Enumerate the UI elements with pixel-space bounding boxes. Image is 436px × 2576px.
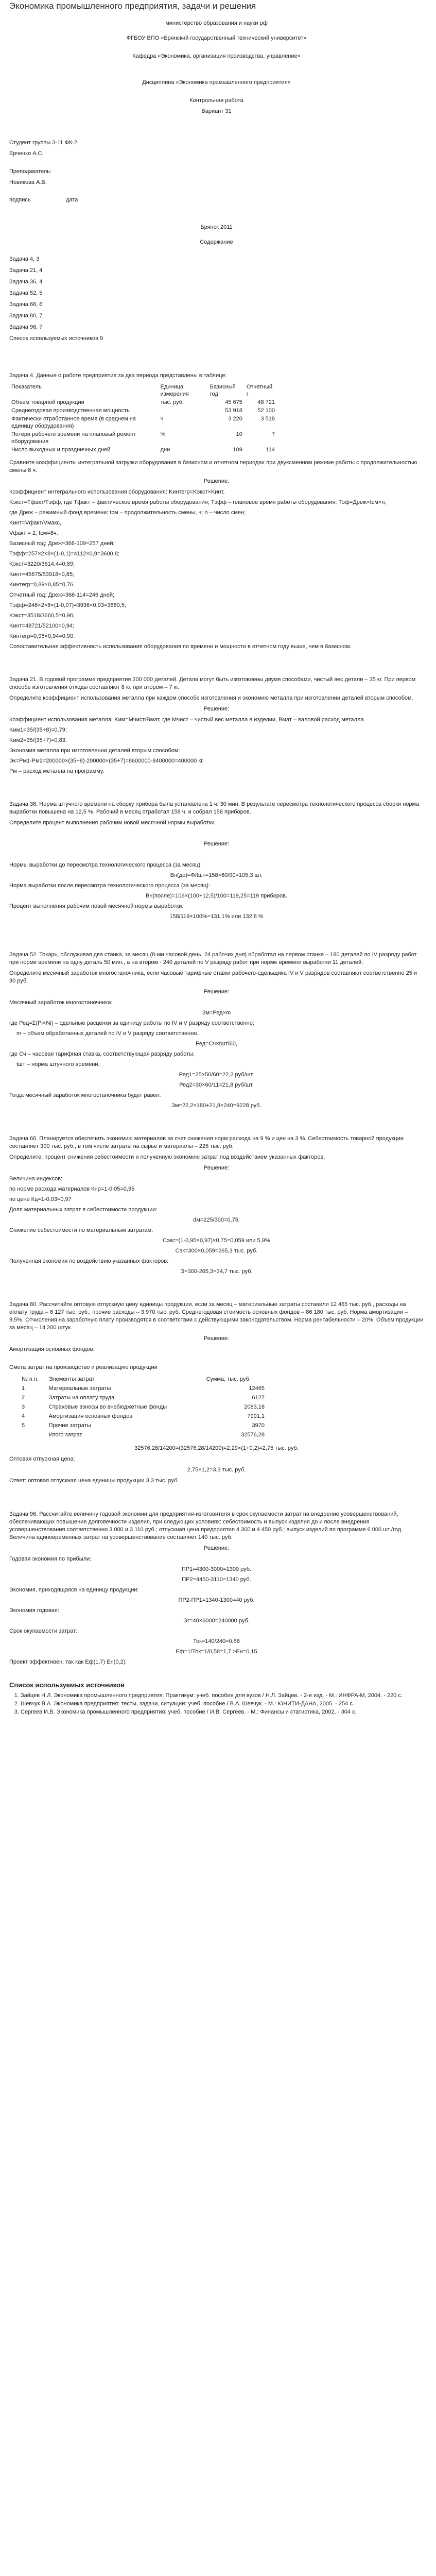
table-cell: 4	[22, 1413, 25, 1419]
formula-line: Снижение себестоимости по материальным затратам:	[9, 1227, 153, 1233]
formula-line: Зм=22,2×180+21,8×240=9228 руб.	[171, 1103, 261, 1109]
solution-heading: Решение:	[203, 841, 230, 847]
table-header-row	[9, 383, 277, 398]
formula-line: Kэкст=3518/3660,5=0,96;	[9, 613, 75, 619]
table-total-row	[20, 1430, 267, 1439]
formula-line: ПР2=4450-3110=1340 руб.	[182, 1577, 251, 1583]
table-cell: Прочие затраты	[48, 1422, 91, 1429]
solution-heading: Решение:	[203, 989, 230, 995]
task-96-intro: Задача 96. Рассчитайте величину годовой экономии для предприятия-изготовителя в срок окупаемости затрат на внедрение усовершенствований, обеспечивающих повышение долговечности изделия, при следующих условиях: себестоимость и выпуск изделия до и после внедрения усовершенствования соответственно 3 000 и 3 110 руб.; отпускная цена предприятия 4 300 и 4 450 руб.; выпуск изделий по программе 6 000 шт./год. Величина единовременных затрат на усовершенствование составляет 140 тыс. руб.	[9, 1511, 403, 1540]
table-cell: 5	[22, 1422, 25, 1429]
table-row	[9, 398, 277, 406]
table-cell: 10	[236, 431, 242, 437]
price-value: 2,75×1,2=3,3 тыс. руб.	[187, 1467, 246, 1473]
formula-line: Kинт=Vфакт/Vмакс,	[9, 520, 62, 526]
formula-line: Тогда месячный заработок многостаночника будет равен:	[9, 1092, 161, 1098]
table-cell	[20, 1430, 47, 1439]
table-row	[20, 1421, 267, 1430]
solution-heading: Решение:	[203, 1165, 230, 1171]
table-cell: 114	[266, 447, 275, 453]
table-cell: 3 220	[228, 416, 242, 422]
formula-line: Полученная экономия по воздействию указанных факторов:	[9, 1258, 169, 1264]
formula-line: Kинтегр=0,96×0,94=0,90.	[9, 633, 75, 639]
table-cell: дни	[160, 447, 170, 453]
formula-line: Ред2=30×60/11=21,8 руб/шт.	[179, 1082, 254, 1088]
task-36-question: Определите процент выполнения рабочим новой месячной нормы выработки.	[9, 820, 216, 826]
table-header-cell: Отчетный г	[246, 384, 273, 397]
table-cell: Потери рабочего времени на плановый ремонт оборудования	[11, 431, 136, 445]
table-cell: 109	[233, 447, 242, 453]
table-cell: 45 675	[225, 399, 242, 405]
formula-line: Ред1=25×50/60=22,2 руб/шт.	[179, 1072, 254, 1078]
formula-line: Базисный год: Дреж=366-109=257 дней;	[9, 540, 115, 547]
cost-intro: Смета затрат на производство и реализацию продукции	[9, 1364, 158, 1370]
table-cell: Среднегодовая производственная мощность	[11, 408, 130, 414]
solution-heading: Решение:	[203, 1335, 230, 1342]
formula-line: Норма выработки после пересмотра технологического процесса (за месяц):	[9, 883, 210, 889]
formula-line: где Дреж – режимный фонд времени; tсм – продолжительность смены, ч; n – число смен;	[9, 510, 246, 516]
table-cell: 7991,1	[247, 1413, 265, 1419]
amortization-label: Амортизация основных фондов:	[9, 1346, 95, 1352]
formula-line: Kэкст=3220/3614,4=0,89;	[9, 561, 75, 567]
toc-title: Содержание	[200, 239, 233, 245]
discipline: Дисциплина «Экономика промышленного предприятия»	[142, 79, 291, 86]
solution-heading: Решение:	[203, 1545, 230, 1551]
cost-table	[20, 1375, 267, 1439]
reference-item: 1. Зайцев Н.Л. Экономика промышленного предприятия: Практикум: учеб. пособие для вузов / Н.Л. Зайцев. - 2-е изд. - М.: ИНФРА-М, 2004. - 220 с.	[21, 1692, 424, 1699]
task-52-question: Определите месячный заработок многостаночника, если часовые тарифные ставки рабочего-сдельщика IV и V разрядов составляют соответственно 25 и 30 руб.	[9, 970, 417, 984]
references-title: Список используемых источников	[9, 1681, 125, 1689]
formula-line: Kинт=45675/53918=0,85;	[9, 571, 75, 578]
table-row	[20, 1384, 267, 1393]
table-cell: %	[160, 431, 166, 437]
task-52-intro: Задача 52. Токарь, обслуживая два станка, за месяц (8-ми часовой день, 24 рабочих дня) обработал на первом станке – 180 деталей по IV разряду работ при норме времени на одну деталь 50 мин., а на втором - 240 деталей по V разряду работ при норме времени выработки 11 деталей.	[9, 952, 417, 965]
table-cell: 2	[22, 1395, 25, 1401]
table-cell: Итого затрат	[48, 1432, 82, 1438]
table-cell: 53 918	[225, 408, 242, 414]
table-header-cell: Показатель	[11, 384, 42, 390]
table-row	[9, 406, 277, 415]
task-80-intro: Задача 80. Рассчитайте оптовую отпускную цену единицы продукции, если за месяц – материальные затраты составили 12 465 тыс. руб., расходы на оплату труда – 6 127 тыс. руб., прочие расходы – 3 970 тыс. руб. Среднегодовая стоимость основных фондов – 86 180 тыс. руб. Норма амортизации – 9,5%. Отчисления на заработную плату производятся в соответствии с действующими законодательством. Норма рентабельности – 20%. Объем продукции за месяц – 14 200 штук.	[9, 1301, 424, 1331]
table-row	[20, 1412, 267, 1421]
table-cell: 6127	[252, 1395, 265, 1401]
student-name: Ерченко А.С.	[9, 150, 44, 157]
formula-line: Зм=Ред×m	[202, 1010, 231, 1016]
formula-line: по норме расхода материалов Кнр=1-0,05=0,95	[9, 1186, 135, 1192]
university: ФГБОУ ВПО «Брянский государственный технический университет»	[126, 35, 307, 41]
table-cell: Фактически отработанное время (в среднем на единицу оборудования)	[11, 416, 136, 429]
table-cell: 32576,28	[241, 1432, 265, 1438]
task-96	[9, 1511, 424, 1666]
table-cell: Затраты на оплату труда	[48, 1395, 115, 1401]
formula-line: dм=225/300=0,75.	[193, 1217, 240, 1223]
formula-line: 158/119×100%=131,1% или 132,8 %	[169, 913, 264, 920]
formula-line: Величина индексов:	[9, 1176, 63, 1182]
task-21-question: Определите коэффициент использования металла при каждом способе изготовления и экономию металла при изготовлении деталей вторым способом.	[9, 695, 413, 701]
teacher-label: Преподаватель:	[9, 168, 51, 175]
toc-item[interactable]: Задача 66, 6	[9, 301, 43, 308]
toc-item[interactable]: Задача 52, 5	[9, 290, 43, 296]
task-4-table	[9, 383, 277, 454]
task-66-question: Определите: процент снижения себестоимости и полученную экономию затрат под воздействием указанных факторов.	[9, 1154, 325, 1160]
formula-line: Доля материальных затрат в себестоимости продукции:	[9, 1207, 158, 1213]
formula-line: Месячный заработок многостаночника:	[9, 999, 113, 1006]
table-cell: Материальные затраты	[48, 1385, 111, 1392]
toc-item[interactable]: Задача 96, 7	[9, 324, 43, 330]
task-4-question: Сравните коэффициенты интегральной загрузки оборудования в базисном и отчетном периодах при двухсменном режиме работы с продолжительностью смены 8 ч.	[9, 460, 417, 473]
formula-line: Нормы выработки до пересмотра технологического процесса (за месяц):	[9, 862, 202, 868]
document-page	[0, 1, 436, 1716]
formula-line: Kим2=35/(35+7)=0,83.	[9, 737, 67, 743]
formula-line: где Сч – часовая тарифная ставка, соответствующая разряду работы;	[9, 1051, 195, 1057]
student-label: Студент группы 3-11 ФК-2	[9, 140, 78, 146]
solution-heading: Решение:	[203, 706, 230, 712]
table-cell: 1	[22, 1385, 25, 1392]
table-cell: Страховые взносы во внебюджетные фонды	[48, 1404, 167, 1410]
formula-line: Эк=Рм1-Рм2=200000×(35+8)-200000×(35+7)=8600000-8400000=400000 кг.	[9, 758, 204, 764]
toc-item[interactable]: Задача 36, 4	[9, 279, 43, 285]
formula-line: Вн(до)=Ф/tшт=158×60/90=105,3 шт.	[170, 872, 263, 878]
table-header-cell: Элементы затрат	[48, 1376, 95, 1382]
formula-line: Kинт=48721/52100=0,94;	[9, 623, 75, 629]
references	[9, 1681, 424, 1716]
task-4-intro: Задача 4. Данные о работе предприятия за два периода представлены в таблице:	[9, 372, 227, 379]
ministry: министерство образования и науки рф	[165, 20, 268, 26]
signature-date: дата	[66, 197, 78, 203]
table-cell: Число выходных и праздничных дней	[11, 447, 111, 453]
task-4	[9, 372, 424, 651]
formula-line: Сэкс=(1-0,95×0,97)×0,75=0,059 или 5,9%	[163, 1238, 270, 1244]
formula-line: Коэффициент интегрального использования оборудования: Kинтегр=Kэкст×Kинт,	[9, 489, 225, 495]
formula-line: Тэфф=257×2×8×(1-0,1)=4112×0,9=3600,8;	[9, 551, 120, 557]
table-of-contents	[9, 253, 424, 344]
formula-line: Вн(после)=106×(100+12,5)/100=119,25=119 приборов.	[145, 893, 287, 899]
formula-line: Процент выполнения рабочим новой месячной нормы выработки:	[9, 903, 184, 909]
table-cell: 3970	[252, 1422, 265, 1429]
toc-item[interactable]: Задача 80, 7	[9, 313, 43, 319]
table-cell: 52 100	[257, 408, 275, 414]
formula-line: Отчетный год: Дреж=366-114=246 дней;	[9, 592, 115, 598]
table-header-cell: № п.п.	[22, 1376, 39, 1382]
table-row	[9, 415, 277, 430]
formula-line: Экономия металла при изготовлении деталей вторым способом:	[9, 748, 180, 754]
variant: Вариант 31	[201, 108, 232, 114]
teacher-name: Новикова А.В.	[9, 179, 47, 185]
task-80	[9, 1301, 424, 1485]
table-cell: ч	[160, 416, 164, 422]
formula-line: Kинтегр=0,89×0,85=0,76.	[9, 582, 75, 588]
document-title: Экономика промышленного предприятия, задачи и решения	[9, 1, 256, 11]
formula-line: Ред=Сч×tшт/60,	[196, 1041, 237, 1047]
reference-item: 2. Шевчук В.А. Экономика предприятия: тесты, задачи, ситуации: учеб. пособие / В.А. Шевчук. - М.: ЮНИТИ-ДАНА, 2005. - 254 с.	[21, 1700, 424, 1707]
formula-line: Срок окупаемости затрат:	[9, 1628, 78, 1634]
formula-line: Ток=140/240=0,58	[193, 1638, 240, 1645]
table-cell: 2083,18	[244, 1404, 265, 1410]
task-80-answer: Ответ: оптовая отпускная цена единицы продукции 3,3 тыс. руб.	[9, 1478, 179, 1484]
table-cell: 48 721	[257, 399, 275, 405]
formula-line: Рм – расход металла на программу.	[9, 768, 104, 774]
toc-item[interactable]: Задача 4, 3	[9, 256, 40, 262]
task-36-intro: Задача 36. Норма штучного времени на сборку прибора была установлена 1 ч. 30 мин. В результате пересмотра технологического процесса сборки норма выработки повышена на 12,5 %. Рабочий в месяц отработал 158 ч. и собрал 158 приборов.	[9, 801, 420, 815]
task-21-intro: Задача 21. В годовой программе предприятия 200 000 деталей. Детали могут быть изготовлены двумя способами, чистый вес детали – 35 кг. При первом способе изготовления отходы составляют 8 кг, при втором – 7 кг.	[9, 676, 416, 690]
table-cell: 3	[22, 1404, 25, 1410]
task-52	[9, 951, 424, 1110]
table-row	[9, 430, 277, 446]
department: Кафедра «Экономика, организация производства, управление»	[132, 53, 301, 59]
task-66	[9, 1135, 424, 1276]
task-66-intro: Задача 66. Планируется обеспечить экономию материалов за счет снижения норм расхода на 9 % и цен на 3 %. Себестоимость товарной продукции составляет 300 тыс. руб., в том числе затраты на сырье и материалы – 225 тыс. руб.	[9, 1136, 404, 1149]
references-list	[9, 1692, 424, 1716]
formula-line: ПР2-ПР1=1340-1300=40 руб.	[178, 1597, 255, 1603]
task-36	[9, 801, 424, 921]
toc-item[interactable]: Список используемых источников 9	[9, 335, 103, 342]
signature-label: подпись	[9, 197, 31, 203]
formula-line: Годовая экономия по прибыли:	[9, 1556, 92, 1562]
table-cell: Объем товарной продукции	[11, 399, 84, 405]
formula-line: Экономия годовая:	[9, 1607, 59, 1614]
city-year: Брянск 2011	[200, 224, 233, 230]
table-row	[9, 446, 277, 454]
solution-heading: Решение:	[203, 478, 230, 484]
formula-line: tшт – норма штучного времени.	[16, 1061, 100, 1067]
table-header-cell: Сумма, тыс. руб.	[206, 1376, 251, 1382]
formula-line: Экономия, приходящаяся на единицу продукции:	[9, 1587, 139, 1593]
formula-line: Kэкст=Тфакт/Тэфф, где Тфакт – фактическое время работы оборудования; Тэфф – плановое время работы оборудования; Тэф=Дреж×tсм×n,	[9, 499, 387, 505]
formula-line: Тэфф=246×2×8×(1-0,07)=3936×0,93=3660,5;	[9, 602, 127, 608]
formula-line: Сопоставительная эффективность использования оборудования по времени и мощности в отчетном году выше, чем в базисном.	[9, 643, 352, 650]
formula-line: по цене Кц=1-0,03=0,97	[9, 1196, 72, 1202]
signature-row	[9, 197, 424, 203]
formula-line: Эг=40×6000=240000 руб.	[183, 1618, 250, 1624]
formula-line: Проект эффективен, так как Еф(1,7) Ен(0,2).	[9, 1659, 127, 1665]
table-header-row	[20, 1375, 267, 1384]
unit-cost: 32576,28/14200=(32576,28/14200)=2,29×(1+0,2)=2,75 тыс. руб.	[134, 1445, 299, 1451]
formula-line: ПР1=4300-3000=1300 руб.	[181, 1566, 252, 1572]
table-header-cell: Единица измерения	[160, 384, 189, 397]
table-cell: тыс. руб.	[160, 399, 184, 405]
reference-item: 3. Сергеев И.В. Экономика промышленного предприятия: учеб. пособие / И.В. Сергеев. - М.: Финансы и статистика, 2002. - 304 с.	[21, 1708, 424, 1716]
formula-line: где Ред=Σ(Pi×Ni) – сдельные расценки за единицу работы по IV и V разряду соответственно;	[9, 1020, 254, 1026]
task-21	[9, 676, 424, 775]
toc-item[interactable]: Задача 21, 4	[9, 267, 43, 274]
table-cell	[159, 406, 208, 415]
table-cell: 12465	[249, 1385, 265, 1392]
formula-line: m – объем обработанных деталей по IV и V разряду соответственно.	[16, 1030, 199, 1037]
table-row	[20, 1402, 267, 1412]
table-cell: Амортизация основных фондов	[48, 1413, 133, 1419]
formula-line: Сэк=300×0,059=265,3 тыс. руб.	[175, 1248, 258, 1254]
table-cell: 3 518	[260, 416, 275, 422]
work-type: Контрольная работа	[189, 97, 243, 104]
formula-line: Еф=1/Ток=1/0,58=1,7 >Ен=0,15	[176, 1649, 257, 1655]
table-row	[20, 1393, 267, 1402]
formula-line: Vфакт = 2, tсм=8ч.	[9, 530, 58, 536]
formula-line: Коэффициент использования металла: Kим=Mчист/Bмат, где Mчист – чистый вес металла в изделии, Bмат – валовой расход металла.	[9, 717, 365, 723]
table-header-cell: Базисный год	[210, 384, 236, 397]
formula-line: Kим1=35/(35+8)=0,79;	[9, 727, 67, 733]
formula-line: Э=300-265,3=34,7 тыс. руб.	[180, 1268, 253, 1275]
price-label: Оптовая отпускная цена:	[9, 1456, 75, 1462]
table-cell: 7	[271, 431, 275, 437]
